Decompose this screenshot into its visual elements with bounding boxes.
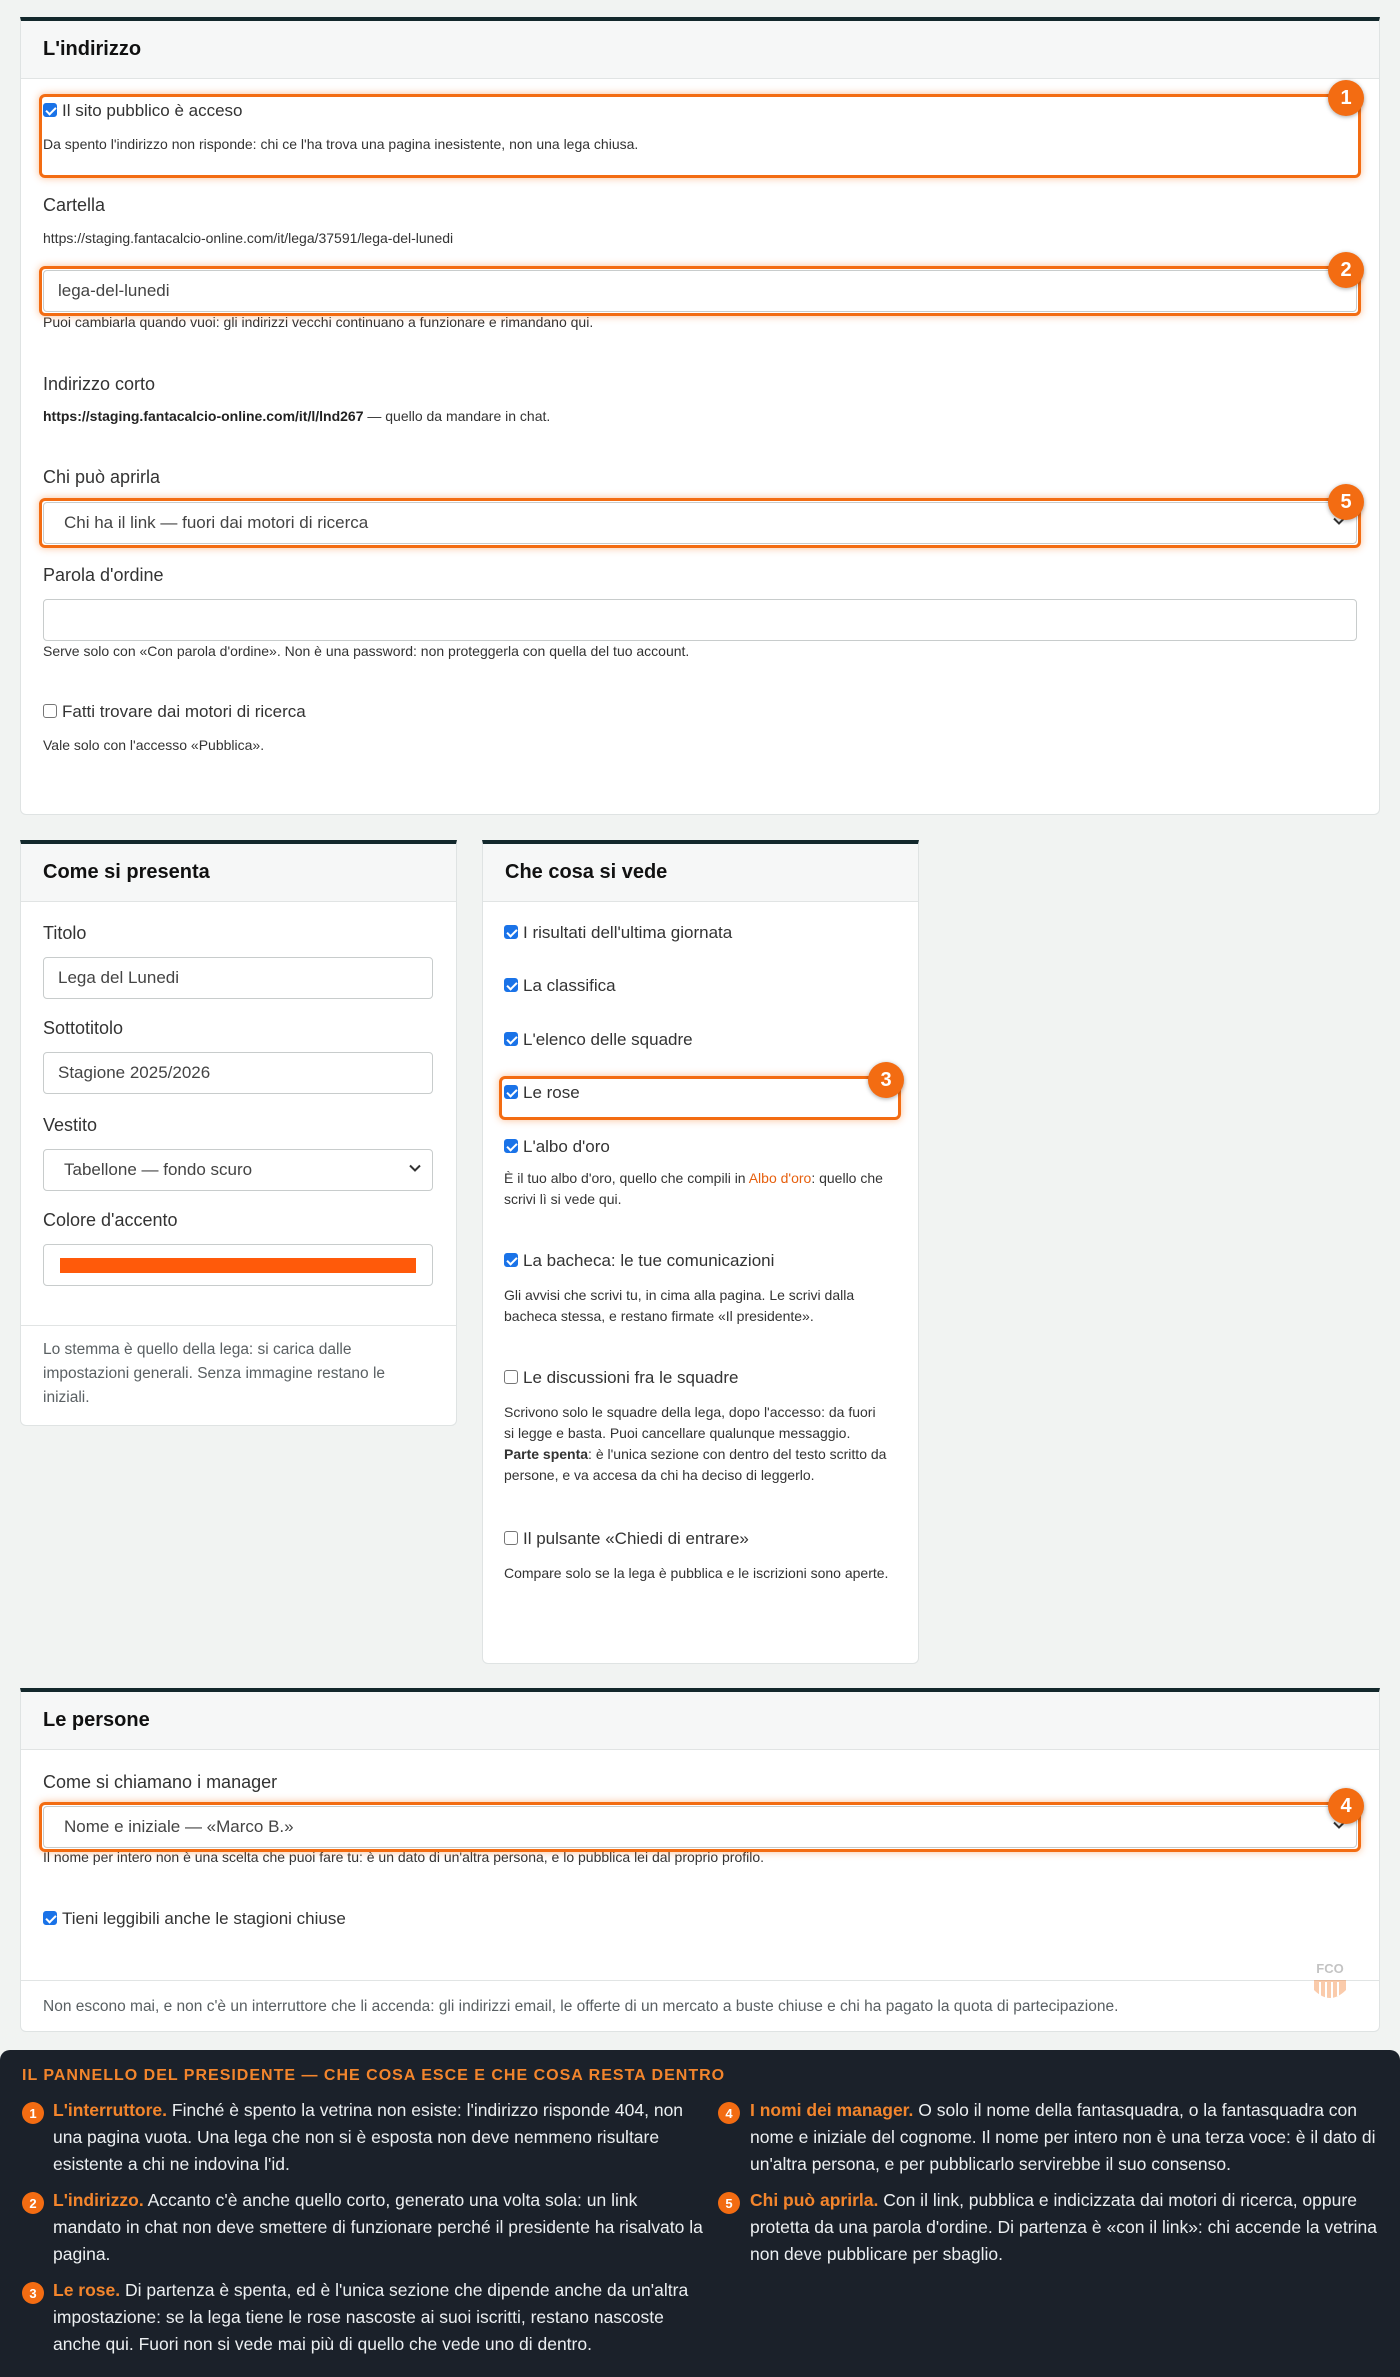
subtitle-input[interactable]: Stagione 2025/2026 xyxy=(43,1052,433,1094)
visibility-card-title: Che cosa si vede xyxy=(483,844,918,902)
closed-seasons-label: Tieni leggibili anche le stagioni chiuse xyxy=(62,1909,346,1928)
closed-seasons-checkbox[interactable] xyxy=(43,1911,57,1925)
panel-item-4-text: O solo il nome della fantasquadra, o la fantasquadra con nome e iniziale del cognome. Il nome per intero non è una terza voce: è il dato di un'altra persona, e per pubblicarlo servirebbe il suo consenso. xyxy=(750,2100,1376,2174)
people-divider xyxy=(21,1980,1379,1981)
panel-item-4-head: I nomi dei manager. xyxy=(750,2100,914,2120)
panel-item-4 xyxy=(750,2097,1400,2178)
search-engines-label: Fatti trovare dai motori di ricerca xyxy=(62,702,306,721)
panel-item-5-head: Chi può aprirla. xyxy=(750,2190,879,2210)
show-standings-checkbox[interactable] xyxy=(504,978,518,992)
folder-url: https://staging.fantacalcio-online.com/it/lega/37591/lega-del-lunedi xyxy=(43,230,454,246)
presentation-divider xyxy=(21,1325,456,1326)
join-button-help: Compare solo se la lega è pubblica e le iscrizioni sono aperte. xyxy=(504,1565,889,1581)
public-site-checkbox[interactable] xyxy=(43,103,57,117)
show-board-checkbox[interactable] xyxy=(504,1253,518,1267)
manager-names-select[interactable] xyxy=(43,1806,1357,1848)
access-select[interactable] xyxy=(43,502,1357,544)
address-card-title: L'indirizzo xyxy=(21,21,1379,79)
panel-item-3-text: Di partenza è spenta, ed è l'unica sezione che dipende anche da un'altra impostazione: se la lega tiene le rose nascoste ai suoi iscritti, restano nascoste anche qui. Fuori non si vede mai più di quello che vede uno di dentro. xyxy=(53,2280,689,2354)
show-teams-checkbox[interactable] xyxy=(504,1032,518,1046)
panel-item-4-number: 4 xyxy=(718,2102,740,2124)
access-label: Chi può aprirla xyxy=(43,467,161,487)
panel-item-5-text: Con il link, pubblica e indicizzata dai motori di ricerca, oppure protetta da una parola d'ordine. Di partenza è «con il link»: chi accende la vetrina non deve pubblicare per sbaglio. xyxy=(750,2190,1377,2264)
show-results-checkbox[interactable] xyxy=(504,925,518,939)
short-address-label: Indirizzo corto xyxy=(43,374,156,394)
presentation-footer: Lo stemma è quello della lega: si carica dalle impostazioni generali. Senza immagine restano le iniziali. xyxy=(43,1341,386,1406)
short-address xyxy=(43,408,550,424)
explanation-panel xyxy=(0,2050,1400,2377)
access-select-value: Chi ha il link — fuori dai motori di ricerca xyxy=(64,513,369,532)
theme-select-value: Tabellone — fondo scuro xyxy=(64,1160,253,1179)
roll-of-honor-help-text-end: : quello che scrivi lì si vede qui. xyxy=(504,1170,883,1207)
theme-select[interactable] xyxy=(43,1149,433,1191)
show-join-button-checkbox[interactable] xyxy=(504,1531,518,1545)
short-address-suffix: — quello da mandare in chat. xyxy=(363,408,551,424)
roll-of-honor-help xyxy=(504,1168,889,1210)
callout-badge-5: 5 xyxy=(1328,484,1364,520)
callout-badge-3: 3 xyxy=(868,1062,904,1098)
presentation-card-title: Come si presenta xyxy=(21,844,456,902)
show-standings-toggle[interactable] xyxy=(504,976,616,996)
panel-item-2 xyxy=(53,2187,703,2268)
callout-badge-1: 1 xyxy=(1328,80,1364,116)
manager-names-help: Il nome per intero non è una scelta che puoi fare tu: è un dato di un'altra persona, e lo pubblica lei dal proprio profilo. xyxy=(43,1849,765,1865)
show-roll-of-honor-toggle[interactable] xyxy=(504,1137,610,1157)
show-results-label: I risultati dell'ultima giornata xyxy=(523,923,733,942)
folder-input[interactable]: lega-del-lunedi xyxy=(43,270,1357,312)
accent-color-swatch xyxy=(60,1258,416,1273)
manager-names-label: Come si chiamano i manager xyxy=(43,1772,278,1792)
show-teams-label: L'elenco delle squadre xyxy=(523,1030,693,1049)
password-label: Parola d'ordine xyxy=(43,565,164,585)
chevron-down-icon xyxy=(408,1161,422,1175)
folder-help: Puoi cambiarla quando vuoi: gli indirizzi vecchi continuano a funzionare e rimandano qui. xyxy=(43,314,594,330)
show-rosters-checkbox[interactable] xyxy=(504,1085,518,1099)
show-rosters-label: Le rose xyxy=(523,1083,580,1102)
show-rosters-toggle[interactable] xyxy=(504,1083,580,1103)
search-engines-toggle[interactable] xyxy=(43,702,306,722)
panel-item-1-number: 1 xyxy=(22,2102,44,2124)
search-engines-checkbox[interactable] xyxy=(43,704,57,718)
show-discussions-label: Le discussioni fra le squadre xyxy=(523,1368,739,1387)
password-help: Serve solo con «Con parola d'ordine». Non è una password: non proteggerla con quella del tuo account. xyxy=(43,643,690,659)
accent-color-label: Colore d'accento xyxy=(43,1210,178,1230)
panel-item-1-head: L'interruttore. xyxy=(53,2100,168,2120)
panel-item-2-text: Accanto c'è anche quello corto, generato una volta sola: un link mandato in chat non deve smettere di funzionare perché il presidente ha risalvato la pagina. xyxy=(53,2190,703,2264)
show-roll-of-honor-checkbox[interactable] xyxy=(504,1139,518,1153)
discussions-help-bold: Parte spenta xyxy=(504,1446,589,1462)
show-roll-of-honor-label: L'albo d'oro xyxy=(523,1137,610,1156)
show-join-button-label: Il pulsante «Chiedi di entrare» xyxy=(523,1529,749,1548)
panel-item-1-text: Finché è spento la vetrina non esiste: l'indirizzo risponde 404, non una pagina vuota. Una lega che non si è esposta non deve nemmeno risultare esistente a chi ne indovina l'id. xyxy=(53,2100,684,2174)
show-teams-toggle[interactable] xyxy=(504,1030,693,1050)
public-site-label: Il sito pubblico è acceso xyxy=(62,101,243,120)
panel-item-3-head: Le rose. xyxy=(53,2280,121,2300)
roll-of-honor-link[interactable]: Albo d'oro xyxy=(748,1170,812,1186)
discussions-help xyxy=(504,1402,889,1486)
discussions-help-text-end: : è l'unica sezione con dentro del testo scritto da persone, e va accesa da chi ha deciso di leggerlo. xyxy=(504,1446,887,1483)
fco-logo-icon xyxy=(1310,1960,1350,2006)
short-address-url[interactable]: https://staging.fantacalcio-online.com/it/l/lnd267 xyxy=(43,408,364,424)
fco-logo-text: FCO xyxy=(1316,1961,1344,1976)
show-join-button-toggle[interactable] xyxy=(504,1529,749,1549)
manager-names-select-value: Nome e iniziale — «Marco B.» xyxy=(64,1817,294,1836)
roll-of-honor-help-text: È il tuo albo d'oro, quello che compili in xyxy=(504,1170,749,1186)
show-board-label: La bacheca: le tue comunicazioni xyxy=(523,1251,775,1270)
panel-item-1 xyxy=(53,2097,703,2178)
discussions-help-text: Scrivono solo le squadre della lega, dopo l'accesso: da fuori si legge e basta. Puoi cancellare qualunque messaggio. xyxy=(504,1404,876,1441)
panel-item-2-head: L'indirizzo. xyxy=(53,2190,144,2210)
panel-item-3-number: 3 xyxy=(22,2282,44,2304)
people-footer: Non escono mai, e non c'è un interruttore che li accenda: gli indirizzi email, le offerte di un mercato a buste chiuse e chi ha pagato la quota di partecipazione. xyxy=(43,1998,1119,2015)
panel-item-3 xyxy=(53,2277,703,2358)
folder-label: Cartella xyxy=(43,195,106,215)
title-input[interactable]: Lega del Lunedi xyxy=(43,957,433,999)
public-site-help: Da spento l'indirizzo non risponde: chi ce l'ha trova una pagina inesistente, non una lega chiusa. xyxy=(43,136,639,152)
search-engines-help: Vale solo con l'accesso «Pubblica». xyxy=(43,737,265,753)
show-board-toggle[interactable] xyxy=(504,1251,774,1271)
title-label: Titolo xyxy=(43,923,87,943)
people-card-title: Le persone xyxy=(21,1692,1379,1750)
panel-item-2-number: 2 xyxy=(22,2192,44,2214)
subtitle-label: Sottotitolo xyxy=(43,1018,124,1038)
theme-label: Vestito xyxy=(43,1115,98,1135)
closed-seasons-toggle[interactable] xyxy=(43,1909,346,1929)
password-input[interactable] xyxy=(43,599,1357,641)
callout-badge-2: 2 xyxy=(1328,252,1364,288)
show-discussions-checkbox[interactable] xyxy=(504,1370,518,1384)
callout-badge-4: 4 xyxy=(1328,1788,1364,1824)
panel-item-5-number: 5 xyxy=(718,2192,740,2214)
show-standings-label: La classifica xyxy=(523,976,616,995)
public-site-toggle[interactable] xyxy=(43,101,243,121)
panel-item-5 xyxy=(750,2187,1400,2268)
show-results-toggle[interactable] xyxy=(504,923,732,943)
show-discussions-toggle[interactable] xyxy=(504,1368,738,1388)
panel-title: IL PANNELLO DEL PRESIDENTE — CHE COSA ESCE E CHE COSA RESTA DENTRO xyxy=(22,2067,726,2084)
board-help: Gli avvisi che scrivi tu, in cima alla pagina. Le scrivi dalla bacheca stessa, e restano firmate «Il presidente». xyxy=(504,1287,855,1324)
